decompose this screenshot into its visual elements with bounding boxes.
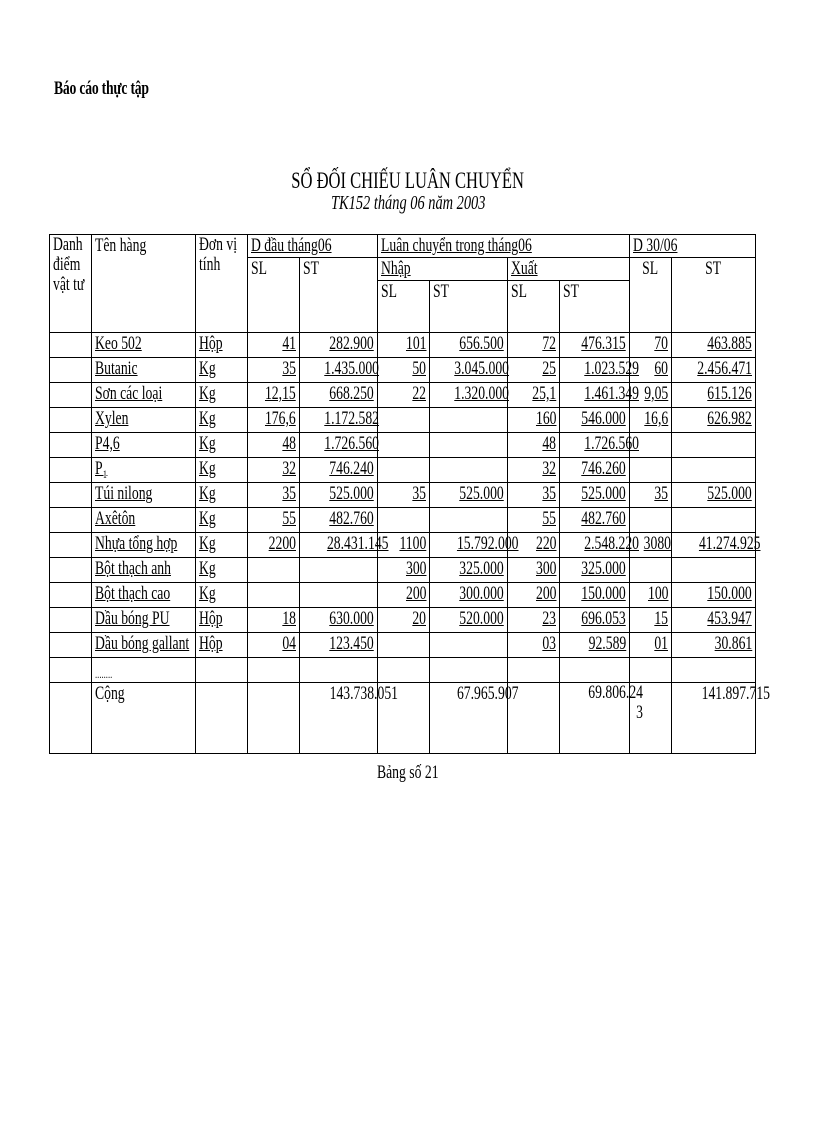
row-open-st-cell: 746.240 (300, 458, 378, 483)
row-close-sl-cell (630, 508, 672, 533)
row-out-sl-cell: 03 (508, 633, 560, 658)
row-code-cell (50, 658, 92, 683)
header-in: Nhập (378, 258, 508, 281)
header-name: Tên hàng (92, 235, 196, 333)
row-out-sl-cell: 25 (508, 358, 560, 383)
header-in-st: ST (430, 281, 508, 333)
row-open-st-cell: 668.250 (300, 383, 378, 408)
header-out-sl: SL (508, 281, 560, 333)
row-open-sl-cell: 48 (248, 433, 300, 458)
row-in-st-cell: 1.320.000 (430, 383, 508, 408)
row-in-st-cell: 300.000 (430, 583, 508, 608)
row-close-st-cell: 463.885 (672, 333, 756, 358)
total-open-sl-cell (248, 683, 300, 754)
row-in-sl-cell (378, 633, 430, 658)
row-code-cell (50, 333, 92, 358)
row-unit-cell: Hộp (196, 633, 248, 658)
row-out-sl-cell: 300 (508, 558, 560, 583)
row-open-st-cell: 123.450 (300, 633, 378, 658)
row-in-sl-cell: 22 (378, 383, 430, 408)
row-out-sl-cell (508, 658, 560, 683)
row-in-st-cell: 656.500 (430, 333, 508, 358)
table-row (50, 608, 756, 633)
row-out-st-cell: 2.548.220 (560, 533, 630, 558)
table-row (50, 633, 756, 658)
row-close-st-cell (672, 508, 756, 533)
row-open-sl-cell: 55 (248, 508, 300, 533)
row-code-cell (50, 533, 92, 558)
row-open-st-cell: 482.760 (300, 508, 378, 533)
total-unit-cell (196, 683, 248, 754)
row-open-st-cell (300, 558, 378, 583)
row-close-sl-cell: 15 (630, 608, 672, 633)
row-in-st-cell: 15.792.000 (430, 533, 508, 558)
row-code-cell (50, 633, 92, 658)
row-open-sl-cell: 176,6 (248, 408, 300, 433)
row-close-sl-cell: 100 (630, 583, 672, 608)
row-out-sl-cell: 48 (508, 433, 560, 458)
row-close-sl-cell: 35 (630, 483, 672, 508)
table-row (50, 358, 756, 383)
row-open-sl-cell: 35 (248, 358, 300, 383)
header-unit: Đơn vị tính (196, 235, 248, 333)
row-unit-cell: Hộp (196, 333, 248, 358)
row-unit-cell: Hộp (196, 608, 248, 633)
row-code-cell (50, 583, 92, 608)
table-row (50, 508, 756, 533)
header-movement: Luân chuyển trong tháng06 (378, 235, 630, 258)
row-close-sl-cell (630, 558, 672, 583)
row-name-cell: P4,6 (92, 433, 196, 458)
row-out-sl-cell: 200 (508, 583, 560, 608)
row-out-sl-cell: 72 (508, 333, 560, 358)
row-out-st-cell: 476.315 (560, 333, 630, 358)
row-in-st-cell: 325.000 (430, 558, 508, 583)
row-out-st-cell: 325.000 (560, 558, 630, 583)
row-open-st-cell: 1.172.582 (300, 408, 378, 433)
total-code-cell (50, 683, 92, 754)
header-closing: D 30/06 (630, 235, 756, 258)
row-name-cell: Dầu bóng PU (92, 608, 196, 633)
row-in-st-cell (430, 458, 508, 483)
row-out-st-cell: 1.461.349 (560, 383, 630, 408)
table-row (50, 433, 756, 458)
row-code-cell (50, 508, 92, 533)
row-close-sl-cell: 3080 (630, 533, 672, 558)
table-row (50, 558, 756, 583)
row-out-st-cell: 525.000 (560, 483, 630, 508)
row-name-cell: Keo 502 (92, 333, 196, 358)
row-name-cell: Nhựa tổng hợp (92, 533, 196, 558)
row-unit-cell: Kg (196, 408, 248, 433)
total-in-st-cell: 67.965.907 (430, 683, 508, 754)
row-out-st-cell: 546.000 (560, 408, 630, 433)
row-open-sl-cell: 2200 (248, 533, 300, 558)
row-unit-cell (196, 658, 248, 683)
document-title: SỔ ĐỐI CHIẾU LUÂN CHUYỂN (291, 168, 525, 193)
row-out-sl-cell: 160 (508, 408, 560, 433)
row-out-st-cell: 1.023.529 (560, 358, 630, 383)
row-close-sl-cell: 16,6 (630, 408, 672, 433)
row-unit-cell: Kg (196, 533, 248, 558)
row-name-cell: Sơn các loại (92, 383, 196, 408)
row-code-cell (50, 358, 92, 383)
row-code-cell (50, 458, 92, 483)
row-in-sl-cell (378, 508, 430, 533)
row-open-st-cell: 1.726.560 (300, 433, 378, 458)
row-in-sl-cell: 300 (378, 558, 430, 583)
row-open-sl-cell (248, 583, 300, 608)
row-close-sl-cell: 60 (630, 358, 672, 383)
row-open-sl-cell: 18 (248, 608, 300, 633)
row-open-st-cell: 525.000 (300, 483, 378, 508)
total-open-st-cell: 143.738.051 (300, 683, 378, 754)
row-close-st-cell (672, 458, 756, 483)
row-code-cell (50, 433, 92, 458)
row-in-sl-cell (378, 458, 430, 483)
row-out-st-cell: 1.726.560 (560, 433, 630, 458)
row-open-sl-cell: 41 (248, 333, 300, 358)
row-in-st-cell (430, 408, 508, 433)
row-in-sl-cell: 101 (378, 333, 430, 358)
row-in-sl-cell: 200 (378, 583, 430, 608)
header-in-sl: SL (378, 281, 430, 333)
row-in-sl-cell: 1100 (378, 533, 430, 558)
row-out-st-cell: 696.053 (560, 608, 630, 633)
row-out-sl-cell: 35 (508, 483, 560, 508)
row-close-st-cell: 453.947 (672, 608, 756, 633)
row-close-st-cell: 150.000 (672, 583, 756, 608)
row-in-st-cell (430, 633, 508, 658)
row-unit-cell: Kg (196, 483, 248, 508)
row-out-st-cell: 482.760 (560, 508, 630, 533)
table-row (50, 658, 756, 683)
header-out-st: ST (560, 281, 630, 333)
row-name-cell: Bột thạch cao (92, 583, 196, 608)
row-open-sl-cell: 04 (248, 633, 300, 658)
row-unit-cell: Kg (196, 508, 248, 533)
document-subtitle: TK152 tháng 06 năm 2003 (330, 192, 486, 214)
total-label-cell: Cộng (92, 683, 196, 754)
row-out-st-cell: 150.000 (560, 583, 630, 608)
row-open-st-cell (300, 583, 378, 608)
row-name-cell: Xylen (92, 408, 196, 433)
row-open-st-cell: 282.900 (300, 333, 378, 358)
total-close-st-cell: 141.897.715 (672, 683, 756, 754)
row-out-sl-cell: 25,1 (508, 383, 560, 408)
row-in-sl-cell (378, 433, 430, 458)
table-row (50, 533, 756, 558)
row-close-st-cell: 2.456.471 (672, 358, 756, 383)
row-name-cell: Túi nilong (92, 483, 196, 508)
row-open-st-cell (300, 658, 378, 683)
row-in-st-cell: 3.045.000 (430, 358, 508, 383)
row-name-cell: Bột thạch anh (92, 558, 196, 583)
row-name-cell: P₁ (92, 458, 196, 483)
row-code-cell (50, 408, 92, 433)
row-in-st-cell (430, 433, 508, 458)
row-code-cell (50, 608, 92, 633)
row-open-st-cell: 1.435.000 (300, 358, 378, 383)
header-open-st: ST (300, 258, 378, 333)
row-close-sl-cell: 01 (630, 633, 672, 658)
row-close-sl-cell: 70 (630, 333, 672, 358)
table-row (50, 583, 756, 608)
row-unit-cell: Kg (196, 383, 248, 408)
row-close-st-cell: 30.861 (672, 633, 756, 658)
row-out-st-cell: 746.260 (560, 458, 630, 483)
total-row (50, 683, 756, 754)
table-row (50, 483, 756, 508)
row-unit-cell: Kg (196, 558, 248, 583)
row-out-st-cell (560, 658, 630, 683)
row-open-sl-cell (248, 658, 300, 683)
row-close-st-cell: 615.126 (672, 383, 756, 408)
row-close-st-cell: 525.000 (672, 483, 756, 508)
header-out: Xuất (508, 258, 630, 281)
row-open-st-cell: 630.000 (300, 608, 378, 633)
row-close-sl-cell: 9,05 (630, 383, 672, 408)
row-unit-cell: Kg (196, 358, 248, 383)
row-open-st-cell: 28.431.145 (300, 533, 378, 558)
total-out-st-cell: 69.806.243 (560, 683, 630, 754)
header-code: Danh điểm vật tư (50, 235, 92, 333)
row-close-sl-cell (630, 458, 672, 483)
row-code-cell (50, 383, 92, 408)
row-unit-cell: Kg (196, 433, 248, 458)
row-in-st-cell (430, 508, 508, 533)
report-header: Báo cáo thực tập (54, 78, 149, 99)
row-in-sl-cell (378, 408, 430, 433)
row-name-cell: Butanic (92, 358, 196, 383)
row-close-st-cell (672, 658, 756, 683)
row-out-st-cell: 92.589 (560, 633, 630, 658)
table-row (50, 458, 756, 483)
table-caption: Bảng số 21 (377, 762, 439, 783)
ellipsis-marker: ........ (95, 667, 113, 681)
row-close-st-cell: 41.274.925 (672, 533, 756, 558)
table-row (50, 408, 756, 433)
row-close-sl-cell (630, 658, 672, 683)
row-open-sl-cell: 12,15 (248, 383, 300, 408)
header-row-1 (50, 235, 756, 258)
row-open-sl-cell (248, 558, 300, 583)
row-out-sl-cell: 220 (508, 533, 560, 558)
row-open-sl-cell: 35 (248, 483, 300, 508)
row-name-cell: Axêtôn (92, 508, 196, 533)
table-row (50, 333, 756, 358)
row-unit-cell: Kg (196, 458, 248, 483)
header-close-st: ST (672, 258, 756, 333)
row-in-sl-cell (378, 658, 430, 683)
row-in-st-cell: 525.000 (430, 483, 508, 508)
table-row (50, 383, 756, 408)
header-opening: D đầu tháng06 (248, 235, 378, 258)
row-in-st-cell: 520.000 (430, 608, 508, 633)
header-open-sl: SL (248, 258, 300, 333)
row-open-sl-cell: 32 (248, 458, 300, 483)
row-close-st-cell (672, 433, 756, 458)
row-close-st-cell: 626.982 (672, 408, 756, 433)
header-close-sl: SL (630, 258, 672, 333)
row-close-st-cell (672, 558, 756, 583)
row-in-sl-cell: 50 (378, 358, 430, 383)
row-out-sl-cell: 55 (508, 508, 560, 533)
row-in-sl-cell: 20 (378, 608, 430, 633)
row-code-cell (50, 558, 92, 583)
row-in-st-cell (430, 658, 508, 683)
ledger-table (49, 234, 771, 754)
row-out-sl-cell: 23 (508, 608, 560, 633)
row-unit-cell: Kg (196, 583, 248, 608)
row-out-sl-cell: 32 (508, 458, 560, 483)
row-name-cell (92, 658, 196, 683)
row-name-cell: Dầu bóng gallant (92, 633, 196, 658)
row-in-sl-cell: 35 (378, 483, 430, 508)
row-code-cell (50, 483, 92, 508)
